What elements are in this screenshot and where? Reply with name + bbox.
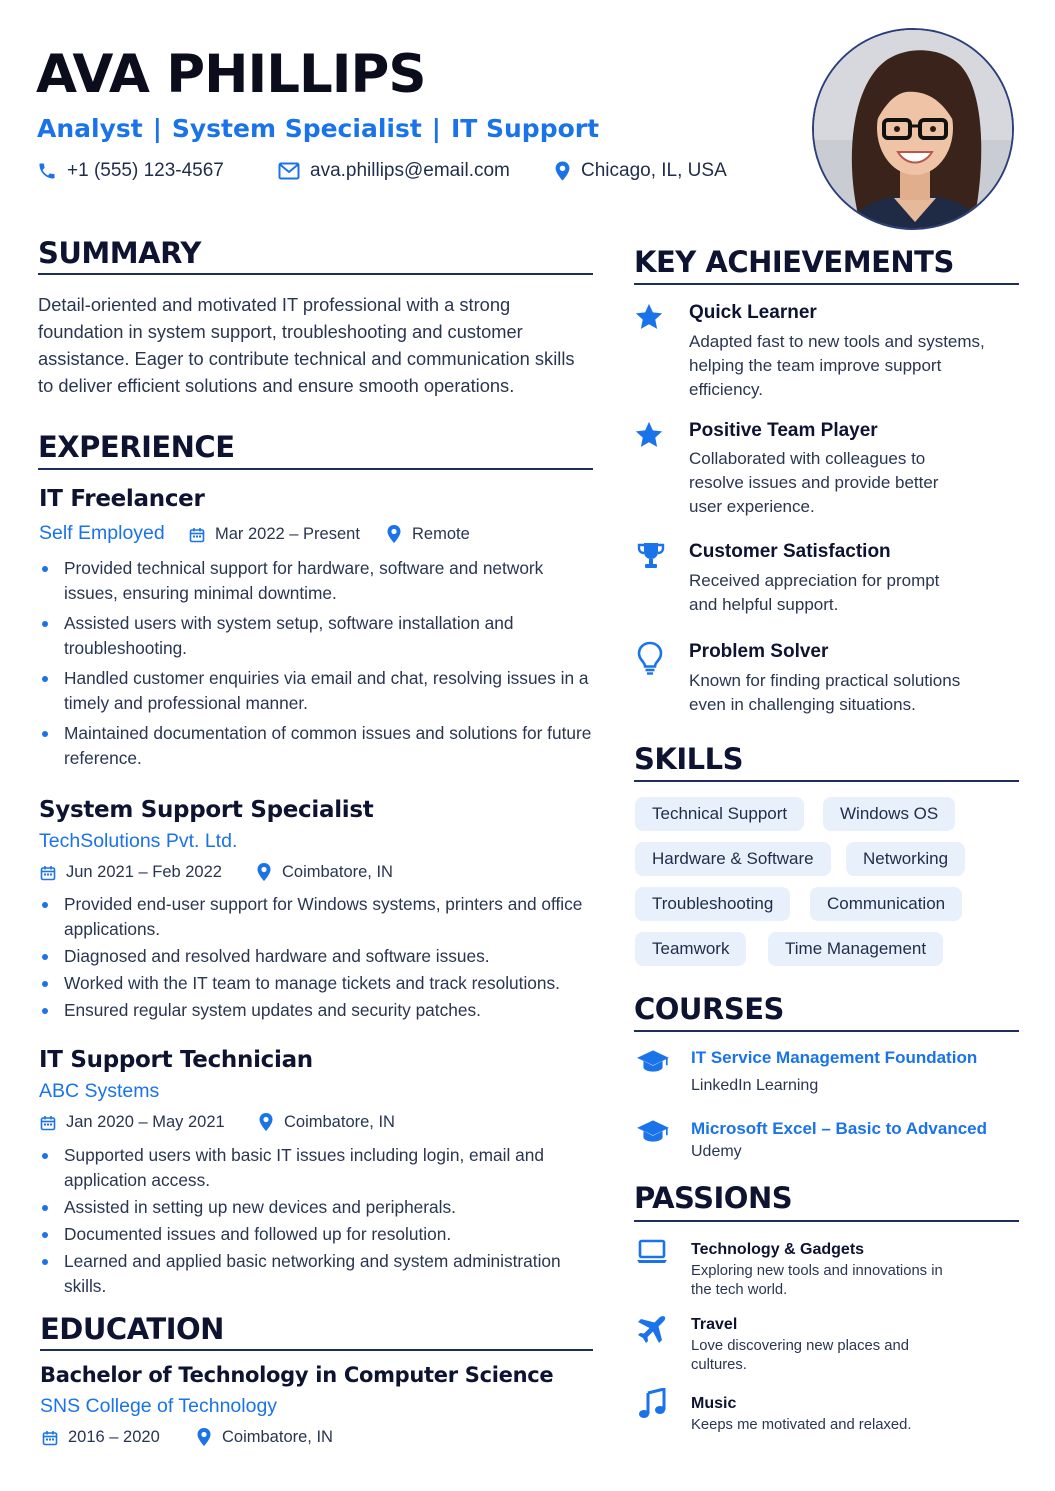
achievement-item <box>634 641 1034 721</box>
skill-chip: Technical Support <box>635 797 804 831</box>
passion-title: Technology & Gadgets <box>691 1241 865 1258</box>
education-divider <box>40 1349 593 1351</box>
passion-title: Travel <box>691 1316 738 1333</box>
airplane-icon <box>636 1314 668 1346</box>
passion-title: Music <box>691 1395 737 1412</box>
education-dates <box>42 1428 160 1447</box>
list-item: Provided technical support for hardware, software and network issues, ensuring minimal downtime. <box>38 556 598 606</box>
school-name: SNS College of Technology <box>40 1395 278 1417</box>
skill-chip: Time Management <box>768 932 943 966</box>
achievement-title: Positive Team Player <box>689 420 878 441</box>
envelope-icon <box>278 162 300 180</box>
summary-text: Detail-oriented and motivated IT professional with a strong foundation in system support, troubleshooting and customer assistance. Eager to contribute technical and communication skills to deliver efficient solutions and ensure smooth operations. <box>38 294 575 396</box>
email-address: ava.phillips@email.com <box>310 160 510 181</box>
list-item: Assisted in setting up new devices and peripherals. <box>38 1195 598 1220</box>
skills-heading: SKILLS <box>634 742 743 776</box>
achievement-item <box>634 541 1034 621</box>
title-analyst: Analyst <box>37 114 143 143</box>
education-dates-text: 2016 – 2020 <box>68 1428 160 1446</box>
degree-title: Bachelor of Technology in Computer Science <box>40 1363 554 1387</box>
course-provider: LinkedIn Learning <box>691 1077 819 1094</box>
achievement-desc: Received appreciation for prompt and helpful support. <box>689 571 940 614</box>
job-title: IT Support Technician <box>39 1047 313 1073</box>
job-bullets <box>38 556 598 775</box>
passions-divider <box>634 1220 1019 1222</box>
title-separator: | <box>431 114 441 143</box>
skill-chip: Hardware & Software <box>635 842 831 876</box>
course-title[interactable]: IT Service Management Foundation <box>691 1048 978 1067</box>
achievement-title: Problem Solver <box>689 641 829 662</box>
skill-chip: Windows OS <box>823 797 955 831</box>
location-text: Chicago, IL, USA <box>581 160 727 181</box>
map-pin-icon <box>196 1427 212 1447</box>
skill-chip: Networking <box>846 842 965 876</box>
job-location <box>256 862 393 882</box>
contact-location <box>554 160 727 182</box>
summary-divider <box>38 273 593 275</box>
contact-phone[interactable] <box>37 160 224 182</box>
course-provider: Udemy <box>691 1143 742 1160</box>
list-item: Assisted users with system setup, software installation and troubleshooting. <box>38 611 598 661</box>
list-item: Documented issues and followed up for resolution. <box>38 1222 598 1247</box>
achievement-title: Quick Learner <box>689 302 817 323</box>
title-it-support: IT Support <box>450 114 600 143</box>
list-item: Maintained documentation of common issues and solutions for future reference. <box>38 721 598 771</box>
candidate-name: AVA PHILLIPS <box>36 44 426 105</box>
list-item: Learned and applied basic networking and system administration skills. <box>38 1249 598 1299</box>
title-system-specialist: System Specialist <box>171 114 422 143</box>
achievements-heading: KEY ACHIEVEMENTS <box>634 245 954 279</box>
achievement-desc: Adapted fast to new tools and systems, helping the team improve support efficiency. <box>689 332 985 399</box>
job-location-text: Coimbatore, IN <box>282 862 393 881</box>
achievement-desc: Collaborated with colleagues to resolve issues and provide better user experience. <box>689 449 939 516</box>
achievement-title: Customer Satisfaction <box>689 541 891 562</box>
star-icon <box>634 302 664 332</box>
list-item: Ensured regular system updates and security patches. <box>38 998 598 1023</box>
map-pin-icon <box>554 160 571 182</box>
map-pin-icon <box>256 862 272 882</box>
achievement-item <box>634 302 1034 402</box>
courses-divider <box>634 1030 1019 1032</box>
job-company: TechSolutions Pvt. Ltd. <box>39 830 238 852</box>
skill-chip: Communication <box>810 887 962 921</box>
graduation-cap-icon <box>636 1048 670 1074</box>
list-item: Diagnosed and resolved hardware and software issues. <box>38 944 598 969</box>
job-location <box>258 1112 395 1132</box>
lightbulb-icon <box>637 641 663 675</box>
courses-heading: COURSES <box>634 992 784 1026</box>
experience-divider <box>38 468 593 470</box>
list-item: Worked with the IT team to manage tickets and track resolutions. <box>38 971 598 996</box>
job-location-text: Remote <box>412 524 470 543</box>
achievement-item <box>634 420 1034 520</box>
passions-heading: PASSIONS <box>634 1181 793 1215</box>
contact-email[interactable] <box>278 160 510 182</box>
job-location-text: Coimbatore, IN <box>284 1112 395 1131</box>
phone-icon <box>37 161 57 181</box>
list-item: Handled customer enquiries via email and chat, resolving issues in a timely and professional manner. <box>38 666 598 716</box>
education-location <box>196 1427 333 1447</box>
education-heading: EDUCATION <box>40 1312 224 1346</box>
map-pin-icon <box>386 524 402 544</box>
list-item: Supported users with basic IT issues including login, email and application access. <box>38 1143 598 1193</box>
achievement-desc: Known for finding practical solutions even in challenging situations. <box>689 671 961 714</box>
skill-chip: Troubleshooting <box>635 887 790 921</box>
job-company: ABC Systems <box>39 1080 160 1102</box>
calendar-icon <box>42 1430 58 1446</box>
summary-heading: SUMMARY <box>38 236 201 270</box>
achievements-divider <box>634 283 1019 285</box>
trophy-icon <box>637 541 665 571</box>
star-icon <box>634 420 664 450</box>
map-pin-icon <box>258 1112 274 1132</box>
passion-desc: Keeps me motivated and relaxed. <box>691 1417 912 1433</box>
phone-number: +1 (555) 123-4567 <box>67 160 224 181</box>
graduation-cap-icon <box>636 1118 670 1144</box>
calendar-icon <box>189 527 205 543</box>
title-separator: | <box>152 114 162 143</box>
job-bullets <box>38 1143 598 1301</box>
job-dates-text: Jun 2021 – Feb 2022 <box>66 863 222 881</box>
job-title: System Support Specialist <box>39 797 374 823</box>
job-bullets <box>38 892 598 1025</box>
list-item: Provided end-user support for Windows systems, printers and office applications. <box>38 892 598 942</box>
passion-desc: Exploring new tools and innovations in the tech world. <box>691 1263 943 1298</box>
course-title[interactable]: Microsoft Excel – Basic to Advanced <box>691 1119 988 1138</box>
job-title: IT Freelancer <box>39 486 205 512</box>
laptop-icon <box>636 1239 668 1265</box>
skills-divider <box>634 780 1019 782</box>
job-dates-text: Jan 2020 – May 2021 <box>66 1113 225 1131</box>
job-dates <box>40 863 222 882</box>
job-dates <box>189 525 360 544</box>
job-titles <box>37 114 599 143</box>
job-location <box>386 524 470 544</box>
calendar-icon <box>40 865 56 881</box>
experience-heading: EXPERIENCE <box>38 430 235 464</box>
profile-photo <box>812 28 1014 230</box>
job-dates <box>40 1113 225 1132</box>
job-company: Self Employed <box>39 522 165 544</box>
job-dates-text: Mar 2022 – Present <box>215 525 360 543</box>
calendar-icon <box>40 1115 56 1131</box>
skill-chip: Teamwork <box>635 932 746 966</box>
music-note-icon <box>638 1388 666 1420</box>
education-location-text: Coimbatore, IN <box>222 1427 333 1446</box>
passion-desc: Love discovering new places and cultures. <box>691 1338 909 1373</box>
